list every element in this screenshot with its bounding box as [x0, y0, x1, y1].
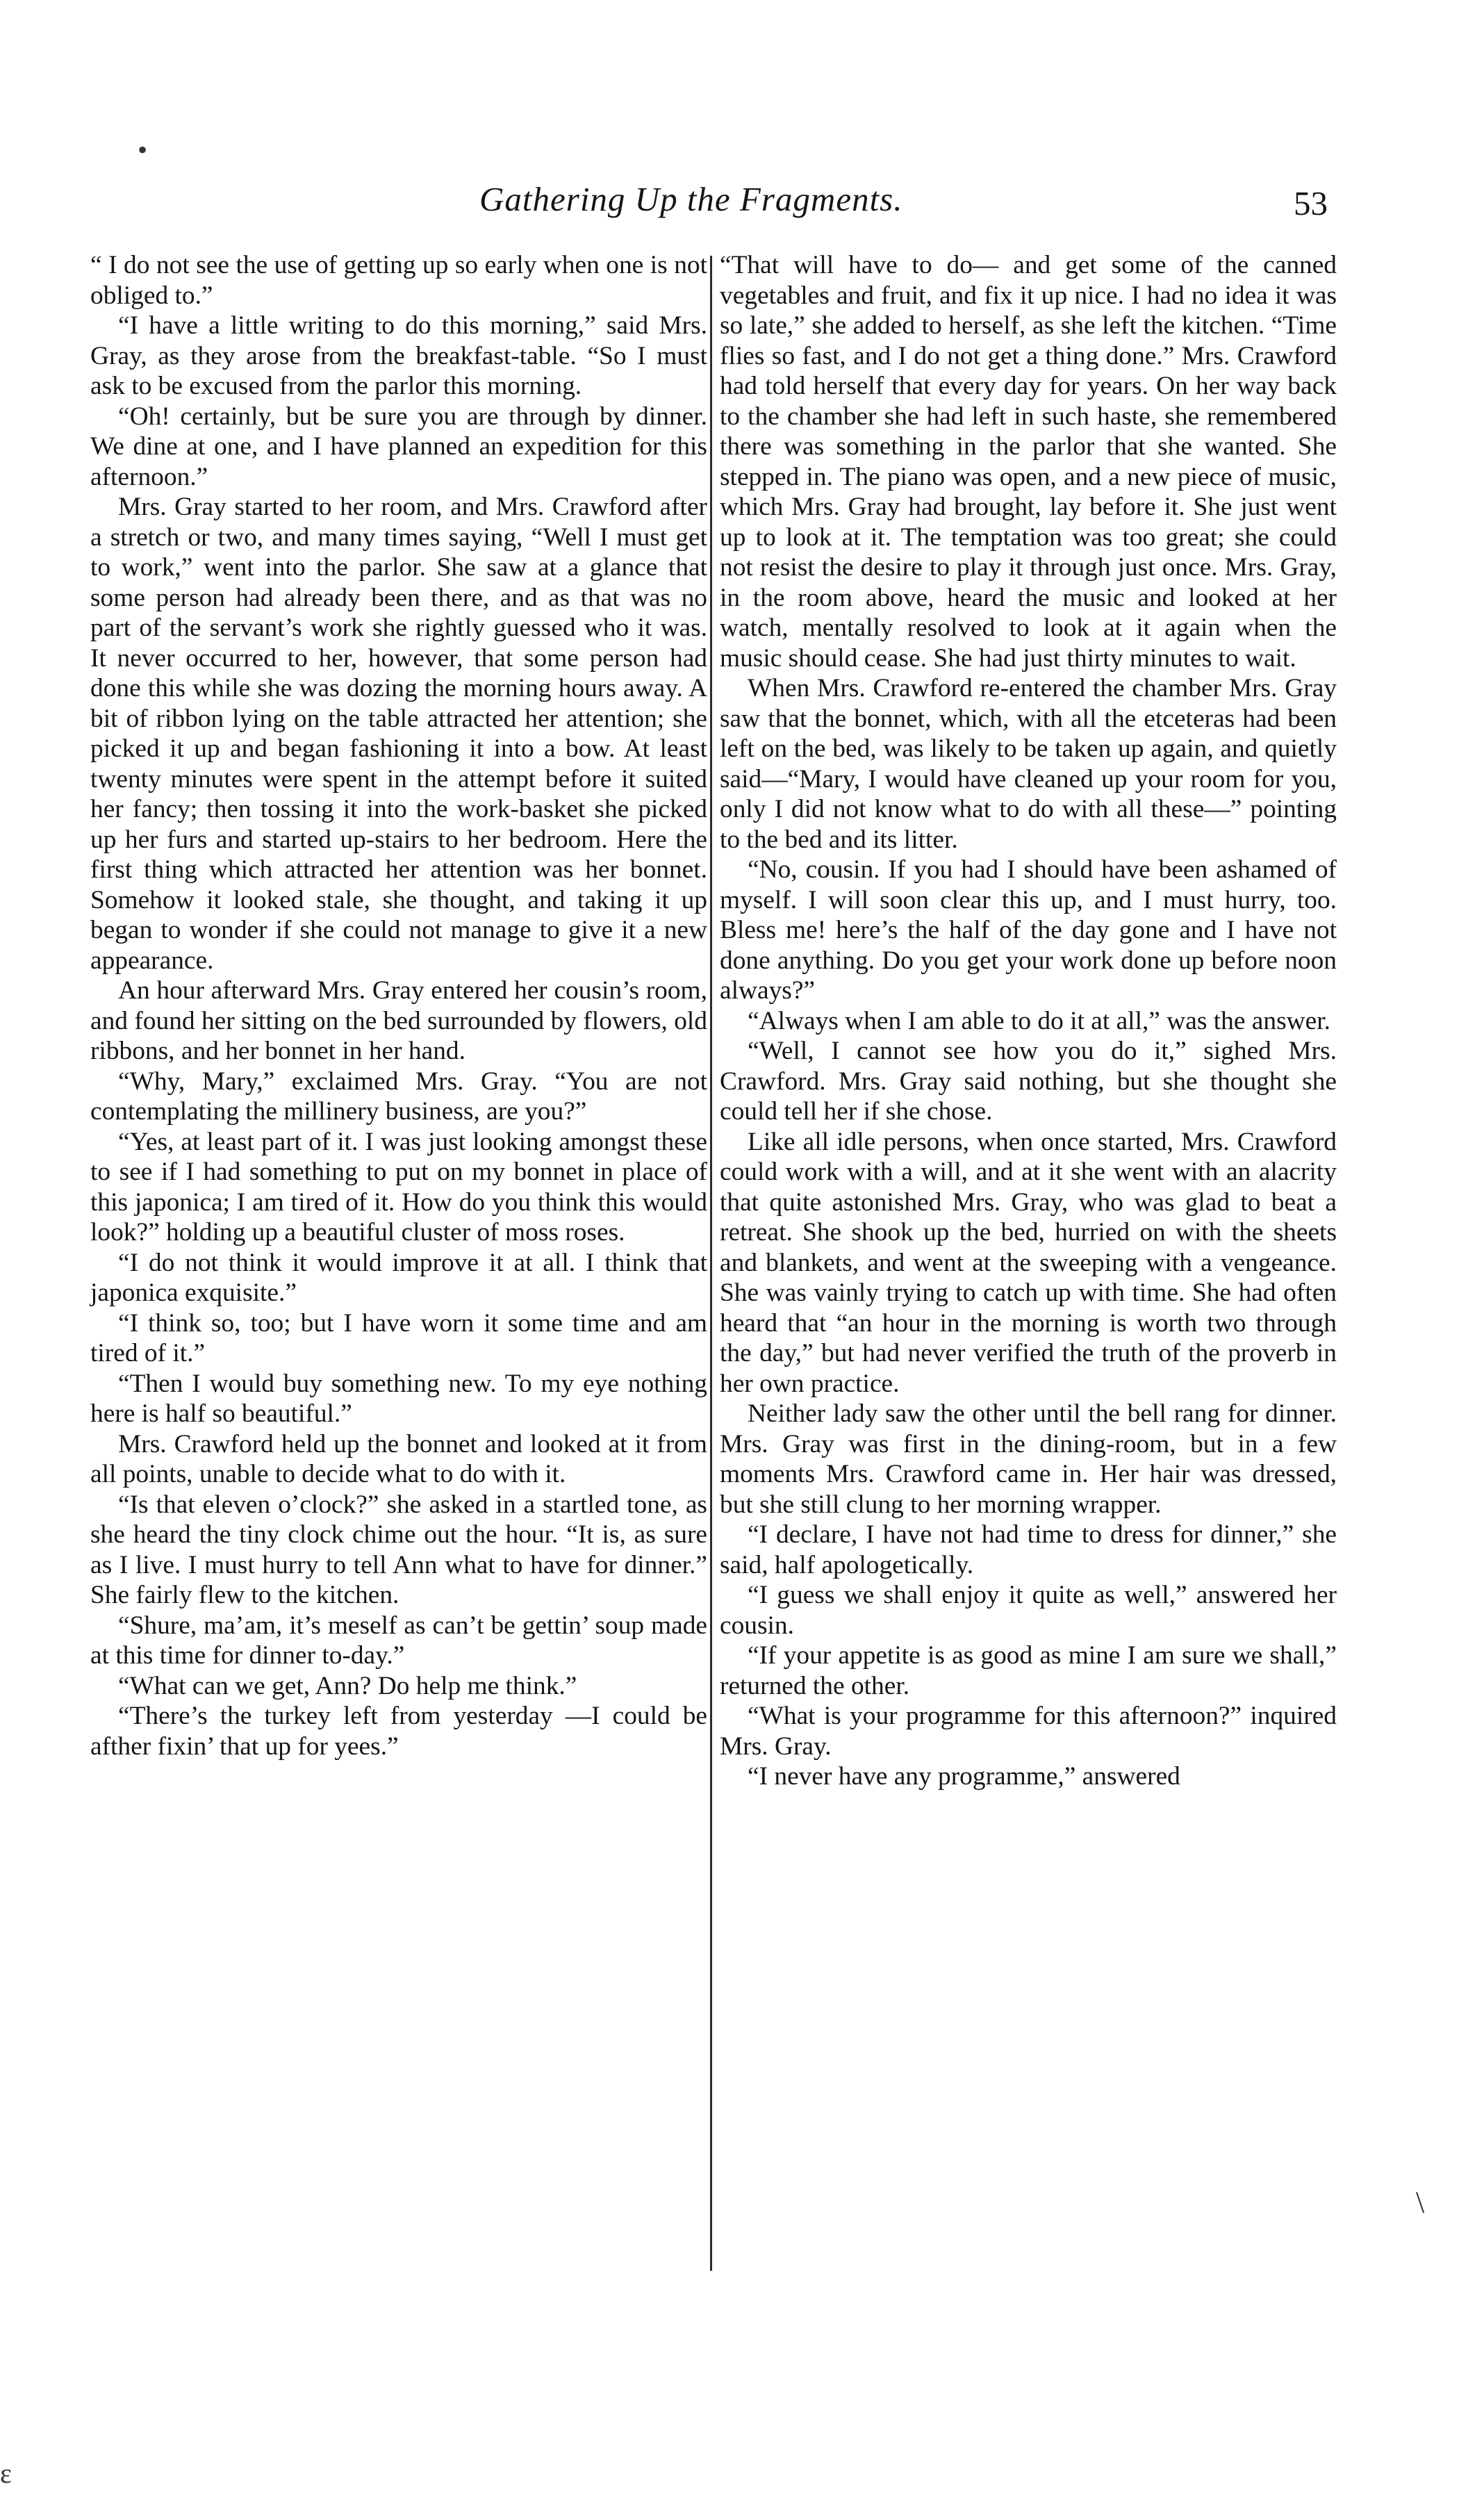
right-column — [720, 250, 1337, 1792]
paragraph: “No, cousin. If you had I should have been ashamed of myself. I will soon clear this up, and I must hurry, too. Bless me! here’s the half of the day gone and I have not done anything. Do you get your work done up before noon always?” — [720, 855, 1337, 1005]
paragraph: “Well, I cannot see how you do it,” sighed Mrs. Crawford. Mrs. Gray said nothing, but she thought she could tell her if she chose. — [720, 1037, 1337, 1126]
paragraph: Neither lady saw the other until the bell rang for dinner. Mrs. Gray was first in the dining-room, but in a few moments Mrs. Crawford came in. Her hair was dressed, but she still clung to her morning wrapper. — [720, 1399, 1337, 1519]
paragraph: “Oh! certainly, but be sure you are through by dinner. We dine at one, and I have planned an expedition for this afternoon.” — [90, 402, 707, 491]
paragraph: Mrs. Gray started to her room, and Mrs. Crawford after a stretch or two, and many times saying, “Well I must get to work,” went into the parlor. She saw at a glance that some person had already been there, and as that was no part of the servant’s work she rightly guessed who it was. It never occurred to her, however, that some person had done this while she was dozing the morning hours away. A bit of ribbon lying on the table attracted her attention; she picked it up and began fashioning it into a bow. At least twenty minutes were spent in the attempt before it suited her fancy; then tossing it into the work-basket she picked up her furs and started up-stairs to her bedroom. Here the first thing which attracted her attention was her bonnet. Somehow it looked stale, she thought, and taking it up began to wonder if she could not manage to give it a new appearance. — [90, 493, 707, 975]
paragraph: “Then I would buy something new. To my eye nothing here is half so beautiful.” — [90, 1369, 707, 1428]
left-column — [90, 250, 707, 1761]
paragraph: “What can we get, Ann? Do help me think.” — [118, 1671, 577, 1700]
paragraph: Like all idle persons, when once started, Mrs. Crawford could work with a will, and at it she went with an alacrity that quite astonished Mrs. Gray, who was glad to beat a retreat. She shook up the bed, hurried on with the sheets and blankets, and went at the sweeping with a vengeance. She was vainly trying to catch up with time. She had often heard that “an hour in the morning is worth two through the day,” but had never verified the truth of the proverb in her own practice. — [720, 1127, 1337, 1398]
paragraph: “Yes, at least part of it. I was just looking amongst these to see if I had something to put on my bonnet in place of this japonica; I am tired of it. How do you think this would look?” holding up a beautiful cluster of moss roses. — [90, 1127, 707, 1247]
paragraph: When Mrs. Crawford re-entered the chamber Mrs. Gray saw that the bonnet, which, with all the etceteras had been left on the bed, was likely to be taken up again, and quietly said—“Mary, I would have cleaned up your room for you, only I did not know what to do with all these—” pointing to the bed and its litter. — [720, 674, 1337, 854]
paragraph: “Shure, ma’am, it’s meself as can’t be gettin’ soup made at this time for dinner to-day.” — [90, 1611, 707, 1670]
paragraph: “Always when I am able to do it at all,” was the answer. — [748, 1006, 1330, 1035]
paragraph: “Why, Mary,” exclaimed Mrs. Gray. “You are not contemplating the millinery business, are you?” — [90, 1067, 707, 1126]
paragraph: “There’s the turkey left from yesterday —I could be afther fixin’ that up for yees.” — [90, 1702, 707, 1761]
paragraph: “I think so, too; but I have worn it some time and am tired of it.” — [90, 1308, 707, 1367]
margin-dot: • — [138, 134, 148, 165]
paragraph: “I have a little writing to do this morning,” said Mrs. Gray, as they arose from the breakfast-table. “So I must ask to be excused from the parlor this morning. — [90, 311, 707, 400]
column-divider — [710, 256, 712, 2271]
paragraph: “What is your programme for this afternoon?” inquired Mrs. Gray. — [720, 1702, 1337, 1761]
page-number: 53 — [1294, 184, 1328, 222]
paragraph: “I declare, I have not had time to dress for dinner,” she said, half apologetically. — [720, 1520, 1337, 1579]
paragraph: “I guess we shall enjoy it quite as well,” answered her cousin. — [720, 1581, 1337, 1640]
paragraph: Mrs. Crawford held up the bonnet and looked at it from all points, unable to decide what to do with it. — [90, 1429, 707, 1488]
paragraph: “ I do not see the use of getting up so early when one is not obliged to.” — [90, 251, 707, 310]
paragraph: “I never have any programme,” answered — [748, 1762, 1180, 1791]
paragraph: “If your appetite is as good as mine I am sure we shall,” returned the other. — [720, 1641, 1337, 1700]
paragraph: An hour afterward Mrs. Gray entered her cousin’s room, and found her sitting on the bed surrounded by flowers, old ribbons, and her bonnet in her hand. — [90, 976, 707, 1065]
running-title: Gathering Up the Fragments. — [479, 180, 903, 218]
running-header — [0, 179, 1484, 235]
margin-stroke: \ — [1416, 2185, 1425, 2219]
edge-mark: ε — [0, 2458, 12, 2489]
paragraph: “I do not think it would improve it at all. I think that japonica exquisite.” — [90, 1248, 707, 1307]
paragraph: “Is that eleven o’clock?” she asked in a startled tone, as she heard the tiny clock chime out the hour. “It is, as sure as I live. I must hurry to tell Ann what to have for dinner.” She fairly flew to the kitchen. — [90, 1490, 707, 1609]
paragraph: “That will have to do— and get some of the canned vegetables and fruit, and fix it up nice. I had no idea it was so late,” she added to herself, as she left the kitchen. “Time flies so fast, and I do not get a thing done.” Mrs. Crawford had told herself that every day for years. On her way back to the chamber she had left in such haste, she remembered there was something in the parlor that she wanted. She stepped in. The piano was open, and a new piece of music, which Mrs. Gray had brought, lay before it. She just went up to look at it. The temptation was too great; she could not resist the desire to play it through just once. Mrs. Gray, in the room above, heard the music and looked at her watch, mentally resolved to look at it again when the music should cease. She had just thirty minutes to wait. — [720, 251, 1337, 673]
